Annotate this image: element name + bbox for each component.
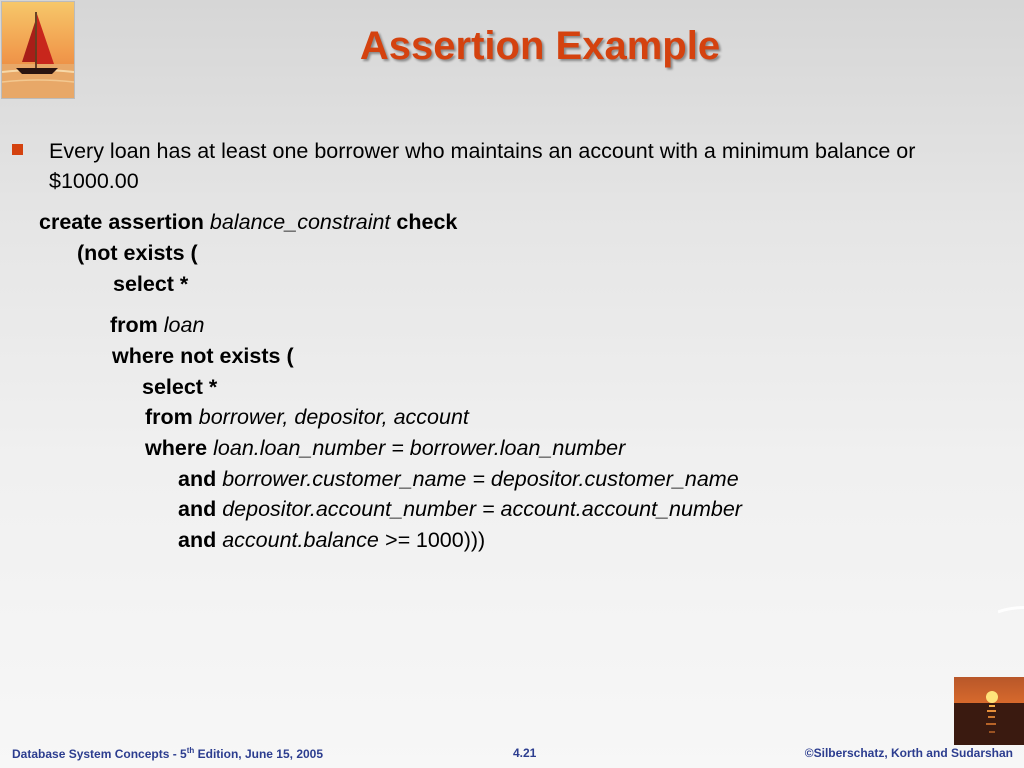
code-keyword: and: [178, 497, 217, 521]
code-keyword: where: [145, 436, 208, 460]
code-line: [112, 341, 294, 371]
slide-title: Assertion Example: [359, 24, 721, 68]
code-literal: 1000))): [415, 528, 486, 552]
code-keyword: from: [145, 405, 193, 429]
footer-page-number: 4.21: [513, 746, 537, 760]
code-keyword: where not exists (: [112, 344, 294, 368]
code-line: [145, 402, 469, 432]
code-identifier: depositor.account_number = account.account_number: [222, 497, 742, 521]
code-line: [113, 269, 188, 299]
code-line: [178, 525, 485, 555]
code-identifier: loan: [163, 313, 205, 337]
code-keyword: (not exists (: [77, 241, 198, 265]
code-keyword: create assertion: [39, 210, 204, 234]
code-line: [39, 207, 457, 237]
code-line: [178, 494, 742, 524]
code-line: [142, 372, 217, 402]
code-keyword: select *: [142, 375, 218, 399]
code-keyword: and: [178, 467, 217, 491]
decorative-curve-icon: [998, 600, 1024, 630]
code-line: [110, 310, 204, 340]
code-keyword: and: [178, 528, 217, 552]
code-keyword: from: [110, 313, 158, 337]
footer-left: Database System Concepts - 5th Edition, June 15, 2005: [12, 746, 324, 761]
code-identifier: borrower, depositor, account: [198, 405, 469, 429]
code-line: [77, 238, 198, 268]
code-identifier: account.balance >=: [222, 528, 410, 552]
code-keyword: select *: [113, 272, 189, 296]
bullet-text: Every loan has at least one borrower who maintains an account with a minimum balance or $1000.00: [49, 139, 916, 193]
bullet-square-icon: [12, 144, 23, 155]
code-line: [145, 433, 625, 463]
code-identifier: loan.loan_number = borrower.loan_number: [213, 436, 626, 460]
code-keyword: check: [396, 210, 458, 234]
code-identifier: balance_constraint: [209, 210, 391, 234]
code-line: [178, 464, 739, 494]
code-identifier: borrower.customer_name = depositor.customer_name: [222, 467, 739, 491]
footer-copyright: ©Silberschatz, Korth and Sudarshan: [804, 746, 1013, 760]
sunset-logo-icon: [954, 677, 1024, 745]
